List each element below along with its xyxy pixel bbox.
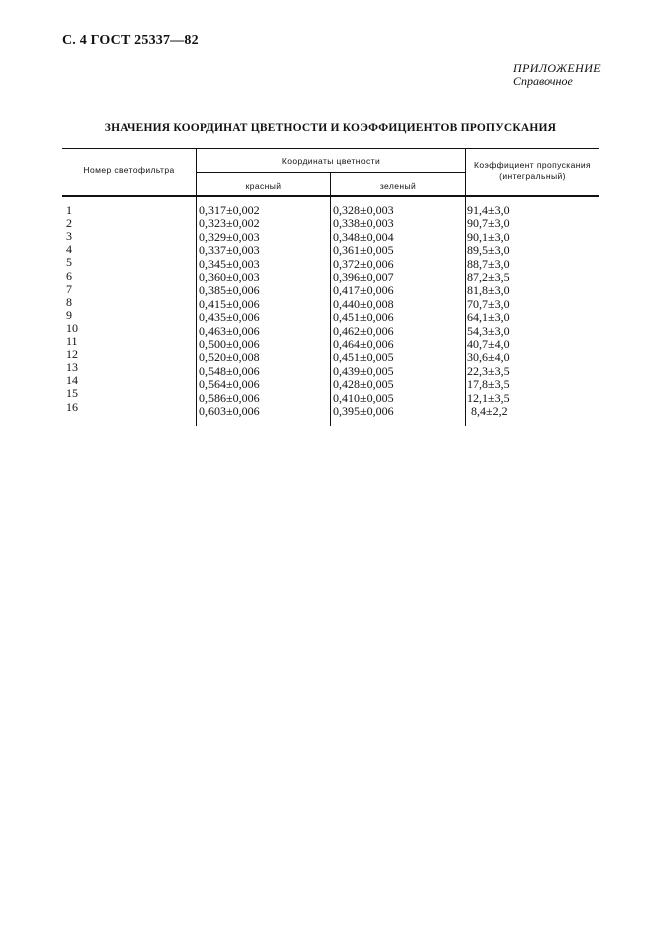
red-coordinate: 0,360±0,003 bbox=[199, 270, 260, 284]
filter-number: 3 bbox=[66, 229, 72, 244]
page-header: С. 4 ГОСТ 25337—82 bbox=[62, 33, 199, 48]
filter-number: 5 bbox=[66, 255, 72, 270]
red-coordinate: 0,317±0,002 bbox=[199, 203, 260, 217]
filter-number: 16 bbox=[66, 399, 78, 414]
transmission-coefficient: 8,4±2,2 bbox=[471, 404, 508, 418]
transmission-coefficient: 30,6±4,0 bbox=[467, 350, 510, 365]
green-coordinate: 0,440±0,008 bbox=[333, 296, 394, 311]
red-coordinate: 0,463±0,006 bbox=[199, 323, 260, 338]
transmission-coefficient: 81,8±3,0 bbox=[467, 283, 510, 298]
green-coordinate: 0,464±0,006 bbox=[333, 337, 394, 351]
table-title: ЗНАЧЕНИЯ КООРДИНАТ ЦВЕТНОСТИ И КОЭФФИЦИЕНТОВ ПРОПУСКАНИЯ bbox=[104, 122, 557, 134]
transmission-coefficient: 89,5±3,0 bbox=[467, 243, 510, 258]
red-coordinate: 0,564±0,006 bbox=[199, 377, 260, 392]
green-coordinate: 0,439±0,005 bbox=[333, 363, 394, 378]
transmission-coefficient: 17,8±3,5 bbox=[467, 377, 510, 392]
filter-number: 11 bbox=[66, 334, 78, 348]
green-coordinate: 0,410±0,005 bbox=[333, 390, 394, 405]
red-coordinate: 0,415±0,006 bbox=[199, 296, 260, 311]
red-coordinate: 0,337±0,003 bbox=[199, 243, 260, 258]
red-coordinate: 0,329±0,003 bbox=[199, 229, 260, 244]
filter-number: 10 bbox=[66, 320, 78, 335]
red-coordinate: 0,385±0,006 bbox=[199, 283, 260, 298]
red-coordinate: 0,520±0,008 bbox=[199, 350, 260, 365]
red-coordinate: 0,345±0,003 bbox=[199, 256, 260, 271]
red-coordinate: 0,435±0,006 bbox=[199, 310, 260, 325]
column-divider-2 bbox=[330, 172, 331, 426]
appendix-title: ПРИЛОЖЕНИЕ bbox=[513, 61, 601, 75]
filter-number: 15 bbox=[66, 386, 78, 401]
green-coordinate: 0,361±0,005 bbox=[333, 243, 394, 258]
transmission-coefficient: 54,3±3,0 bbox=[467, 323, 510, 338]
red-coordinate: 0,500±0,006 bbox=[199, 337, 260, 351]
appendix-label bbox=[513, 62, 601, 88]
filter-number: 9 bbox=[66, 307, 72, 322]
red-coordinate: 0,603±0,006 bbox=[199, 404, 260, 418]
header-coordinates: Координаты цветности bbox=[281, 156, 381, 166]
green-coordinate: 0,396±0,007 bbox=[333, 270, 394, 284]
green-coordinate: 0,338±0,003 bbox=[333, 216, 394, 231]
green-coordinate: 0,372±0,006 bbox=[333, 256, 394, 271]
filter-number: 7 bbox=[66, 281, 72, 296]
table-top-rule bbox=[62, 148, 599, 149]
transmission-coefficient: 40,7±4,0 bbox=[467, 337, 510, 351]
filter-number: 13 bbox=[66, 360, 78, 375]
green-coordinate: 0,395±0,006 bbox=[333, 404, 394, 418]
green-coordinate: 0,348±0,004 bbox=[333, 229, 394, 244]
header-red: красный bbox=[245, 181, 282, 191]
transmission-coefficient: 90,1±3,0 bbox=[467, 229, 510, 244]
coordinates-subheader-rule bbox=[197, 172, 465, 173]
filter-number: 6 bbox=[66, 268, 72, 283]
appendix-note: Справочное bbox=[513, 74, 573, 88]
transmission-coefficient: 70,7±3,0 bbox=[467, 296, 510, 311]
transmission-coefficient: 90,7±3,0 bbox=[467, 216, 510, 231]
header-transmission-line1: Коэффициент пропускания bbox=[474, 160, 591, 170]
transmission-coefficient: 22,3±3,5 bbox=[467, 363, 510, 378]
column-divider-3 bbox=[465, 148, 466, 426]
red-coordinate: 0,548±0,006 bbox=[199, 363, 260, 378]
transmission-coefficient: 91,4±3,0 bbox=[467, 203, 510, 217]
filter-number: 8 bbox=[66, 294, 72, 309]
filter-number: 2 bbox=[66, 216, 72, 231]
green-coordinate: 0,328±0,003 bbox=[333, 203, 394, 217]
green-coordinate: 0,451±0,005 bbox=[333, 350, 394, 365]
filter-number: 1 bbox=[66, 203, 72, 217]
filter-number: 14 bbox=[66, 373, 78, 388]
green-coordinate: 0,428±0,005 bbox=[333, 377, 394, 392]
header-filter-number: Номер светофильтра bbox=[83, 165, 175, 175]
green-coordinate: 0,462±0,006 bbox=[333, 323, 394, 338]
header-green: зеленый bbox=[379, 181, 417, 191]
transmission-coefficient: 12,1±3,5 bbox=[467, 390, 510, 405]
transmission-coefficient: 88,7±3,0 bbox=[467, 256, 510, 271]
green-coordinate: 0,417±0,006 bbox=[333, 283, 394, 298]
transmission-coefficient: 64,1±3,0 bbox=[467, 310, 510, 325]
header-transmission-line2: (интегральный) bbox=[499, 171, 566, 181]
green-coordinate: 0,451±0,006 bbox=[333, 310, 394, 325]
filter-number: 12 bbox=[66, 347, 78, 362]
red-coordinate: 0,323±0,002 bbox=[199, 216, 260, 231]
filter-number: 4 bbox=[66, 242, 72, 257]
red-coordinate: 0,586±0,006 bbox=[199, 390, 260, 405]
header-transmission bbox=[466, 160, 599, 182]
transmission-coefficient: 87,2±3,5 bbox=[467, 270, 510, 284]
